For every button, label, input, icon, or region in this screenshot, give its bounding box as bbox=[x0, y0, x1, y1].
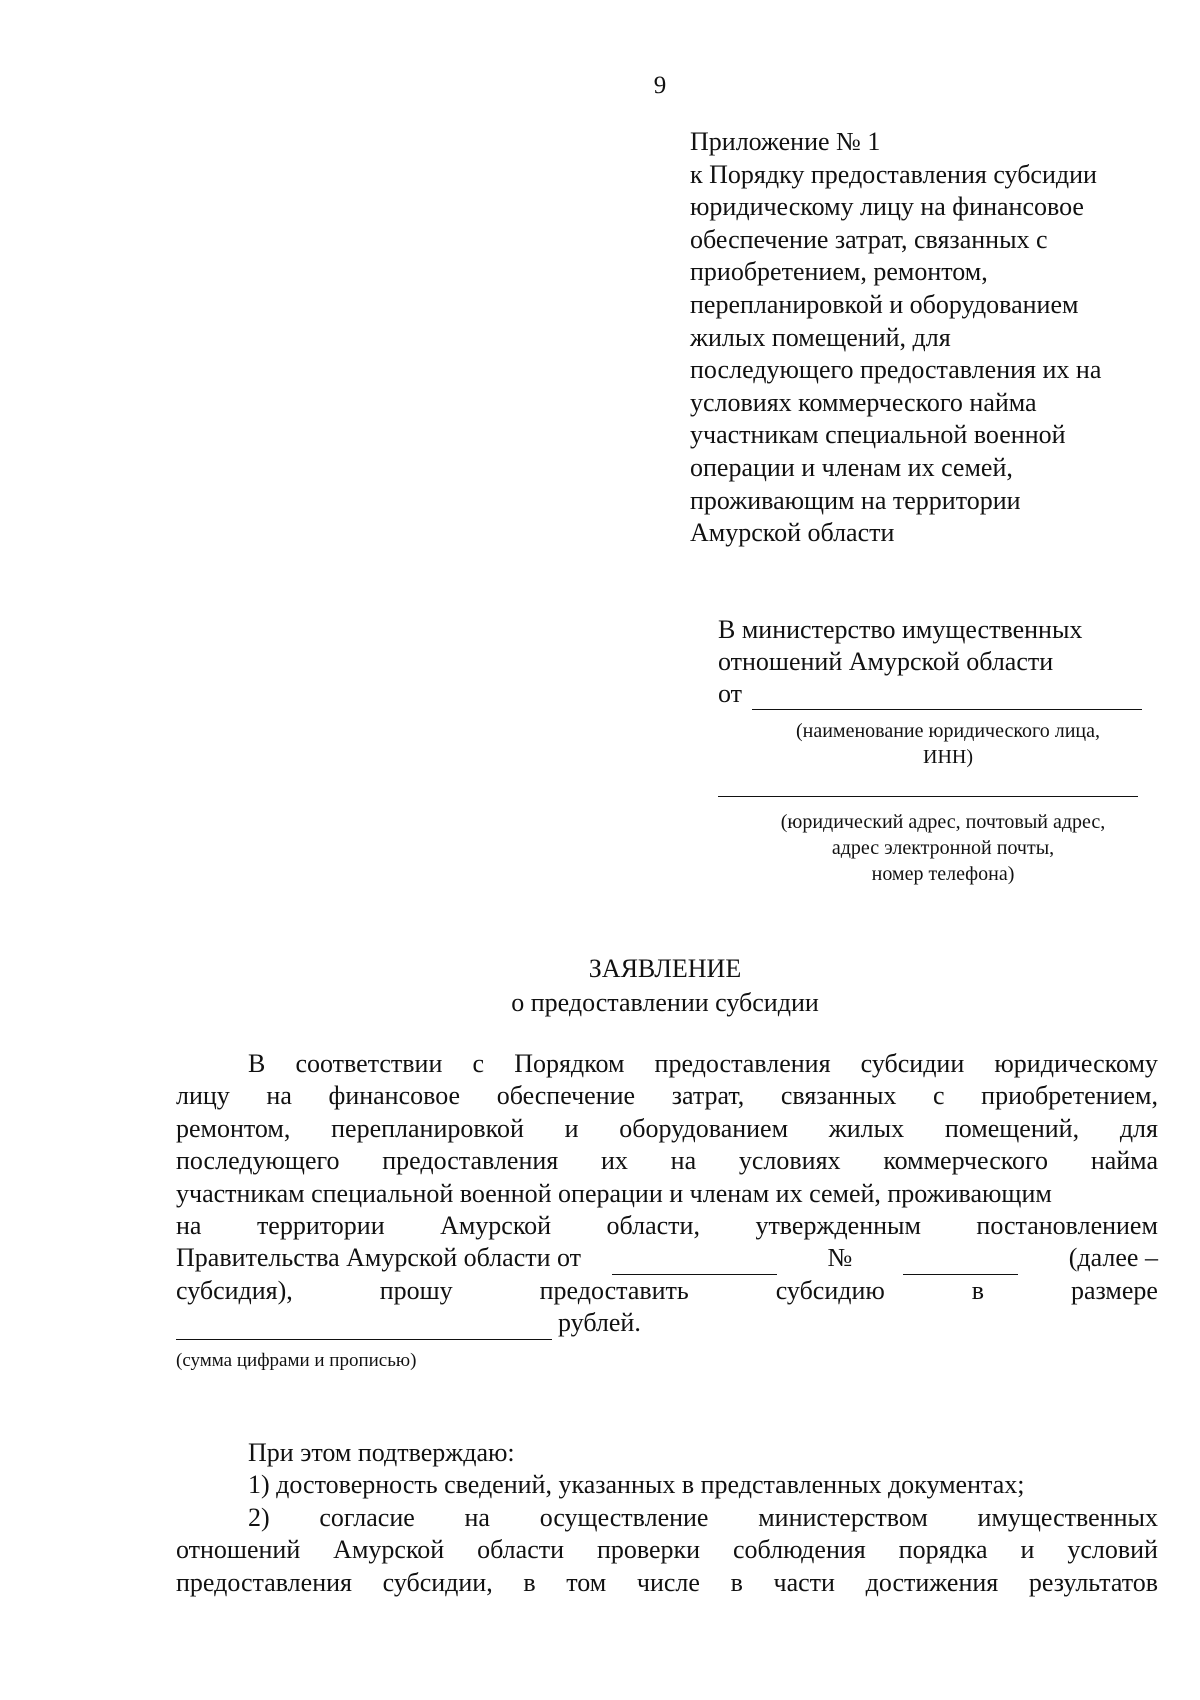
word: субсидию bbox=[775, 1275, 885, 1305]
word: области, bbox=[606, 1211, 700, 1241]
word: лицу bbox=[176, 1081, 230, 1111]
hint-address: адрес электронной почты, bbox=[831, 837, 1055, 859]
word: последующего bbox=[176, 1146, 340, 1176]
word: условий bbox=[1067, 1535, 1158, 1565]
word: субсидия), bbox=[176, 1275, 293, 1305]
word: и bbox=[1020, 1535, 1035, 1565]
word: Порядком bbox=[514, 1049, 625, 1078]
word: соблюдения bbox=[732, 1535, 866, 1565]
word: утвержденным bbox=[755, 1211, 921, 1241]
text-line bbox=[176, 1242, 1158, 1274]
word: числе bbox=[636, 1567, 700, 1597]
application-paragraph bbox=[176, 1048, 1158, 1340]
word: приобретением, bbox=[981, 1081, 1158, 1111]
word: № bbox=[827, 1243, 853, 1273]
word: с bbox=[933, 1081, 945, 1111]
word: перепланировкой bbox=[331, 1113, 524, 1143]
word: и bbox=[564, 1113, 579, 1143]
document-subtitle: о предоставлении субсидии bbox=[511, 988, 819, 1017]
word: В bbox=[248, 1049, 266, 1078]
hint-address: номер телефона) bbox=[871, 863, 1015, 885]
word: найма bbox=[1090, 1146, 1158, 1176]
confirm-item-1: 1) достоверность сведений, указанных в представленных документах; bbox=[248, 1470, 1025, 1500]
addressee-line: В министерство имущественных bbox=[718, 615, 1083, 644]
text-line bbox=[176, 1080, 1158, 1112]
appendix-line: условиях коммерческого найма bbox=[690, 387, 1037, 417]
word: жилых bbox=[828, 1113, 905, 1143]
word: соответствии bbox=[295, 1049, 443, 1078]
word: обеспечение bbox=[496, 1081, 636, 1111]
resolution-date-field[interactable] bbox=[612, 1252, 777, 1275]
text-line bbox=[176, 1210, 1158, 1242]
word: постановлением bbox=[976, 1211, 1158, 1241]
word: на bbox=[670, 1146, 697, 1176]
appendix-line: обеспечение затрат, связанных с bbox=[690, 224, 1048, 254]
word: области bbox=[477, 1535, 565, 1565]
resolution-number-field[interactable] bbox=[903, 1252, 1018, 1275]
word: в bbox=[523, 1567, 536, 1597]
appendix-line: Амурской области bbox=[690, 518, 895, 548]
word: рублей. bbox=[558, 1308, 641, 1338]
word: на bbox=[176, 1211, 202, 1241]
word: территории bbox=[256, 1211, 385, 1241]
text-line bbox=[176, 1113, 1158, 1145]
word: Амурской bbox=[333, 1535, 445, 1565]
appendix-line: жилых помещений, для bbox=[690, 322, 951, 352]
word: связанных bbox=[780, 1081, 897, 1111]
sum-hint: (сумма цифрами и прописью) bbox=[176, 1350, 417, 1371]
text-line bbox=[176, 1567, 1158, 1599]
text-line bbox=[176, 1048, 1158, 1080]
word: субсидии, bbox=[382, 1567, 493, 1597]
word: министерством bbox=[758, 1502, 928, 1532]
appendix-line: операции и членам их семей, bbox=[690, 452, 1013, 482]
word: их bbox=[601, 1146, 628, 1176]
word: размере bbox=[1070, 1275, 1158, 1305]
word: на bbox=[266, 1081, 292, 1111]
word: согласие bbox=[319, 1502, 415, 1532]
word: оборудованием bbox=[619, 1113, 789, 1143]
word: в bbox=[971, 1275, 985, 1305]
appendix-line: проживающим на территории bbox=[690, 485, 1021, 515]
hint-address: (юридический адрес, почтовый адрес, bbox=[780, 811, 1106, 833]
appendix-line: Приложение № 1 bbox=[690, 127, 881, 156]
word: прошу bbox=[379, 1275, 453, 1305]
word: (далее – bbox=[1068, 1243, 1158, 1273]
word: коммерческого bbox=[883, 1146, 1049, 1176]
confirmation-block bbox=[176, 1437, 1158, 1599]
text-line: участникам специальной военной операции и членам их семей, проживающим bbox=[176, 1178, 1052, 1208]
document-title: ЗАЯВЛЕНИЕ bbox=[588, 954, 742, 983]
word: имущественных bbox=[977, 1502, 1158, 1532]
word: Амурской bbox=[440, 1211, 552, 1241]
word: предоставления bbox=[654, 1049, 831, 1078]
word: финансовое bbox=[328, 1081, 461, 1111]
word: ремонтом, bbox=[176, 1113, 291, 1143]
applicant-address-field[interactable] bbox=[718, 776, 1138, 797]
word: части bbox=[773, 1567, 835, 1597]
word: помещений, bbox=[944, 1113, 1080, 1143]
appendix-line: приобретением, ремонтом, bbox=[690, 257, 988, 287]
text-line bbox=[176, 1275, 1158, 1307]
from-row bbox=[718, 678, 1148, 710]
word: юридическому bbox=[994, 1049, 1158, 1078]
subsidy-amount-field[interactable] bbox=[176, 1317, 552, 1340]
word: субсидии bbox=[860, 1049, 965, 1078]
word: проверки bbox=[596, 1535, 701, 1565]
word: для bbox=[1119, 1113, 1158, 1143]
word: предоставления bbox=[382, 1146, 559, 1176]
confirm-intro: При этом подтверждаю: bbox=[248, 1438, 515, 1467]
word: осуществление bbox=[539, 1502, 709, 1532]
word: 2) bbox=[248, 1502, 270, 1532]
confirm-item-2 bbox=[176, 1502, 1158, 1534]
appendix-line: перепланировкой и оборудованием bbox=[690, 289, 1079, 319]
word: том bbox=[566, 1567, 607, 1597]
word: отношений bbox=[176, 1535, 301, 1565]
appendix-line: участникам специальной военной bbox=[690, 420, 1066, 450]
text-line bbox=[176, 1534, 1158, 1566]
addressee-line: отношений Амурской области bbox=[718, 647, 1054, 676]
word: затрат, bbox=[671, 1081, 745, 1111]
word: порядка bbox=[898, 1535, 988, 1565]
applicant-name-field[interactable] bbox=[752, 687, 1142, 710]
from-label: от bbox=[718, 679, 743, 708]
word: с bbox=[472, 1049, 485, 1078]
addressee-block bbox=[718, 614, 1148, 887]
word: на bbox=[464, 1502, 490, 1532]
word: условиях bbox=[738, 1146, 841, 1176]
appendix-header bbox=[690, 126, 1150, 550]
text-line bbox=[176, 1145, 1158, 1177]
word: в bbox=[730, 1567, 743, 1597]
appendix-line: юридическому лицу на финансовое bbox=[690, 192, 1084, 222]
word: достижения bbox=[865, 1567, 999, 1597]
hint-name: (наименование юридического лица, bbox=[795, 720, 1101, 742]
hint-name: ИНН) bbox=[923, 746, 973, 768]
word: результатов bbox=[1028, 1567, 1158, 1597]
appendix-line: к Порядку предоставления субсидии bbox=[690, 159, 1097, 189]
page-number: 9 bbox=[653, 72, 667, 99]
word: Правительства Амурской области от bbox=[176, 1243, 582, 1273]
appendix-line: последующего предоставления их на bbox=[690, 355, 1102, 385]
word: предоставить bbox=[539, 1275, 689, 1305]
text-line bbox=[176, 1307, 1158, 1339]
word: предоставления bbox=[176, 1567, 352, 1597]
